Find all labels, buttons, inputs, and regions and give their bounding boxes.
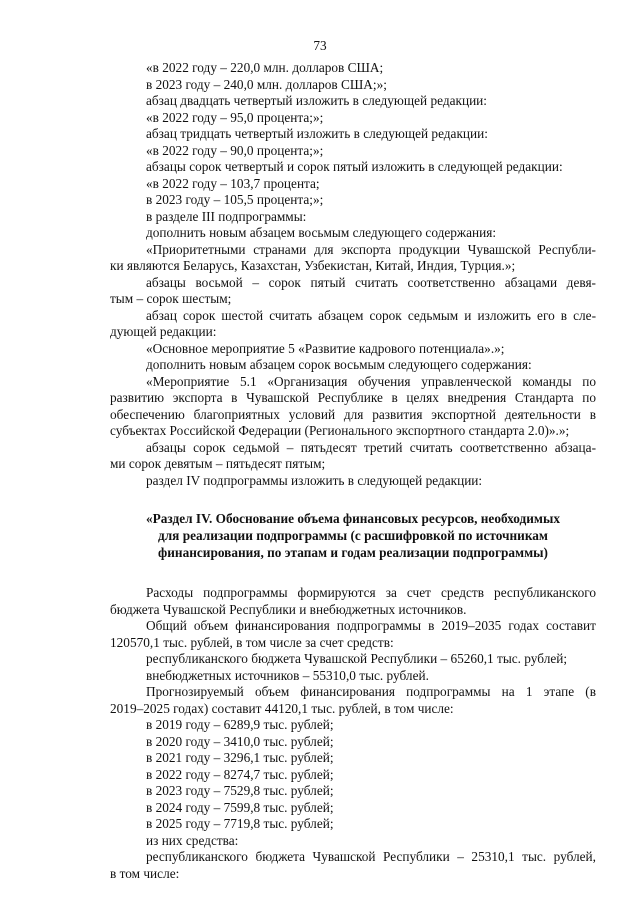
year-line: в 2019 году – 6289,9 тыс. рублей; <box>146 717 334 732</box>
paragraph-line: бюджета Чувашской Республики и внебюджетных источников. <box>110 601 467 617</box>
text-line: внебюджетных источников – 55310,0 тыс. рублей. <box>146 667 429 683</box>
text-line: в разделе III подпрограммы: <box>146 208 307 224</box>
text-line: «в 2022 году – 95,0 процента;»; <box>146 109 324 125</box>
text-line: «в 2022 году – 220,0 млн. долларов США; <box>146 60 384 75</box>
paragraph-line: абзацы сорок седьмой – пятьдесят третий считать соответственно абзаца- <box>146 439 596 455</box>
paragraph-line: дующей редакции: <box>110 324 217 339</box>
year-line: в 2024 году – 7599,8 тыс. рублей; <box>146 799 334 815</box>
paragraph-line: «Приоритетными странами для экспорта продукции Чувашской Республи- <box>146 241 596 257</box>
year-line: в 2020 году – 3410,0 тыс. рублей; <box>146 733 334 749</box>
paragraph-line: Расходы подпрограммы формируются за счет средств республиканского <box>146 585 596 600</box>
text-line: дополнить новым абзацем сорок восьмым следующего содержания: <box>146 357 532 372</box>
paragraph-line: абзацы восьмой – сорок пятый считать соответственно абзацами девя- <box>146 274 596 290</box>
paragraph-line: 2019–2025 годах) составит 44120,1 тыс. рублей, в том числе: <box>110 700 454 716</box>
document-body <box>110 60 596 882</box>
page-number: 73 <box>313 38 327 53</box>
paragraph-line: республиканского бюджета Чувашской Республики – 25310,1 тыс. рублей, <box>146 849 596 864</box>
text-line: дополнить новым абзацем восьмым следующего содержания: <box>146 225 497 240</box>
year-line: в 2025 году – 7719,8 тыс. рублей; <box>146 816 334 831</box>
paragraph-line: обеспечению благоприятных условий для развития экспортной деятельности в <box>110 406 596 422</box>
text-line: в 2023 году – 105,5 процента;»; <box>146 192 324 207</box>
paragraph-line: «Мероприятие 5.1 «Организация обучения управленческой команды по <box>146 373 596 389</box>
paragraph-line: развитию экспорта в Чувашской Республике в целях внедрения Стандарта по <box>110 390 596 405</box>
paragraph-line: в том числе: <box>110 865 180 881</box>
text-line: «в 2022 году – 103,7 процента; <box>146 175 320 191</box>
paragraph-line: ки являются Беларусь, Казахстан, Узбекистан, Китай, Индия, Турция.»; <box>110 258 516 273</box>
text-line: раздел IV подпрограммы изложить в следующей редакции: <box>146 472 483 488</box>
text-line: республиканского бюджета Чувашской Республики – 65260,1 тыс. рублей; <box>146 651 568 666</box>
paragraph-line: ми сорок девятым – пятьдесят пятым; <box>110 456 326 471</box>
section-heading: для реализации подпрограммы (с расшифровкой по источникам <box>158 528 548 543</box>
text-line: «Основное мероприятие 5 «Развитие кадрового потенциала».»; <box>146 340 505 356</box>
text-line: в 2023 году – 240,0 млн. долларов США;»; <box>146 76 387 92</box>
section-heading: «Раздел IV. Обоснование объема финансовых ресурсов, необходимых <box>145 511 561 526</box>
year-line: в 2022 году – 8274,7 тыс. рублей; <box>146 766 334 782</box>
paragraph-line: 120570,1 тыс. рублей, в том числе за счет средств: <box>110 634 394 650</box>
year-line: в 2023 году – 7529,8 тыс. рублей; <box>146 783 334 798</box>
year-line: в 2021 году – 3296,1 тыс. рублей; <box>146 750 334 765</box>
paragraph-line: Общий объем финансирования подпрограммы в 2019–2035 годах составит <box>146 618 596 633</box>
section-heading: финансирования, по этапам и годам реализации подпрограммы) <box>158 545 548 560</box>
text-line: абзац тридцать четвертый изложить в следующей редакции: <box>146 126 488 141</box>
text-line: «в 2022 году – 90,0 процента;»; <box>146 142 324 158</box>
paragraph-line: абзац сорок шестой считать абзацем сорок седьмым и изложить его в сле- <box>146 307 596 323</box>
text-line: абзацы сорок четвертый и сорок пятый изложить в следующей редакции: <box>146 159 563 174</box>
text-line: абзац двадцать четвертый изложить в следующей редакции: <box>146 93 487 108</box>
paragraph-line: Прогнозируемый объем финансирования подпрограммы на 1 этапе (в <box>146 684 596 699</box>
paragraph-line: тым – сорок шестым; <box>110 291 232 306</box>
text-line: из них средства: <box>146 832 239 848</box>
paragraph-line: субъектах Российской Федерации (Регионального экспортного стандарта 2.0)».»; <box>110 423 570 438</box>
